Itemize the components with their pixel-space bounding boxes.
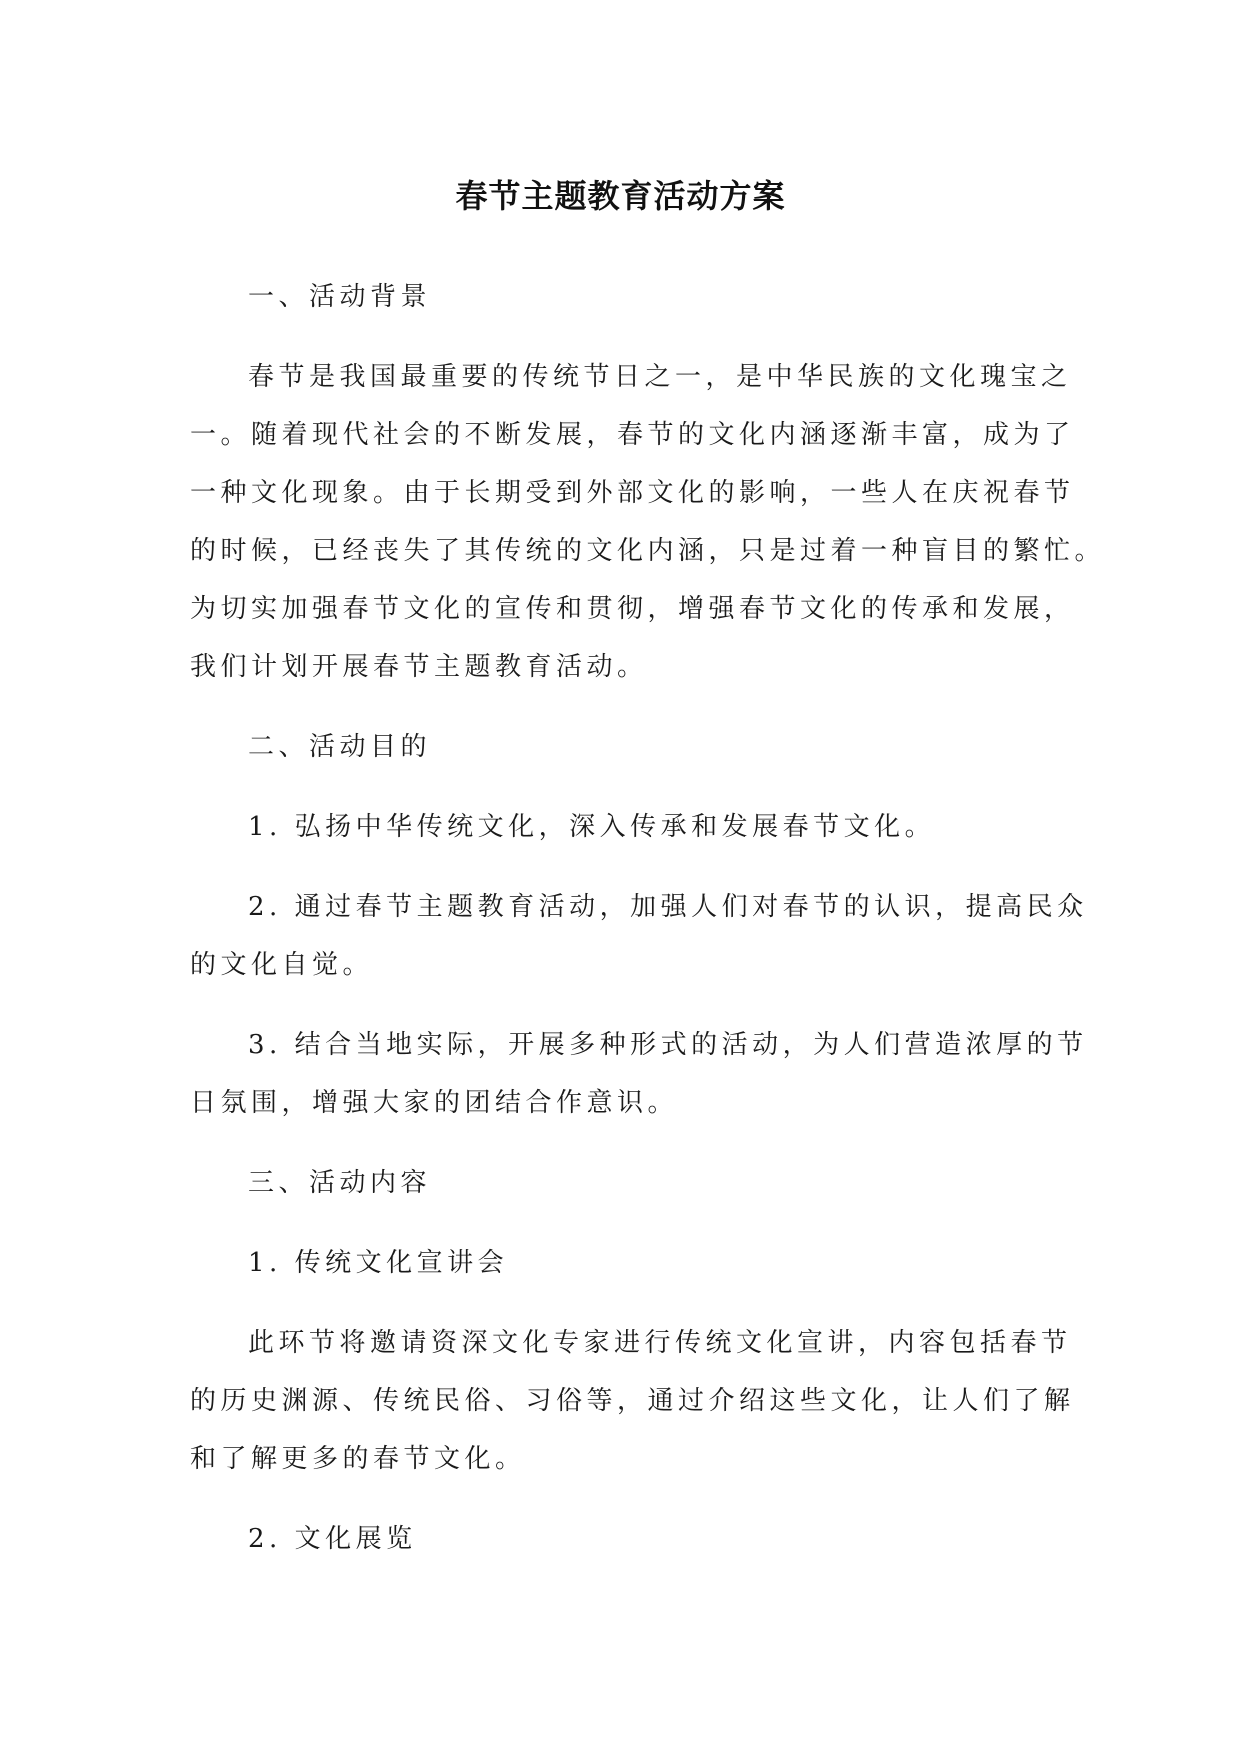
text-line: 一。随着现代社会的不断发展，春节的文化内涵逐渐丰富，成为了: [190, 420, 1075, 450]
text-line: 的历史渊源、传统民俗、习俗等，通过介绍这些文化，让人们了解: [190, 1386, 1075, 1416]
text-line: 二、活动目的: [248, 732, 432, 762]
text-line: 日氛围，增强大家的团结合作意识。: [190, 1088, 679, 1118]
text-line: 一、活动背景: [248, 282, 432, 312]
section-heading-background: [190, 268, 1070, 326]
text-line: 2. 通过春节主题教育活动，加强人们对春节的认识，提高民众: [248, 892, 1088, 922]
paragraph-background: [190, 348, 1106, 696]
text-line: 一种文化现象。由于长期受到外部文化的影响，一些人在庆祝春节: [190, 478, 1075, 508]
text-line: 为切实加强春节文化的宣传和贯彻，增强春节文化的传承和发展，: [190, 594, 1075, 624]
text-line: 此环节将邀请资深文化专家进行传统文化宣讲，内容包括春节: [248, 1328, 1072, 1358]
text-line: 春节是我国最重要的传统节日之一，是中华民族的文化瑰宝之: [248, 362, 1072, 392]
text-line: 的时候，已经丧失了其传统的文化内涵，只是过着一种盲目的繁忙。: [190, 536, 1106, 566]
purpose-item-2: [190, 878, 1088, 994]
section-heading-purpose: [190, 718, 1070, 776]
text-line: 1. 弘扬中华传统文化，深入传承和发展春节文化。: [248, 812, 936, 842]
document-title: 春节主题教育活动方案: [455, 177, 786, 215]
purpose-item-3: [190, 1016, 1088, 1132]
text-line: 2. 文化展览: [248, 1524, 417, 1554]
text-line: 3. 结合当地实际，开展多种形式的活动，为人们营造浓厚的节: [248, 1030, 1088, 1060]
content-item-1-heading: [190, 1234, 1070, 1292]
text-line: 1. 传统文化宣讲会: [248, 1248, 509, 1278]
purpose-item-1: [190, 798, 1070, 856]
text-line: 和了解更多的春节文化。: [190, 1444, 526, 1474]
text-line: 的文化自觉。: [190, 950, 374, 980]
text-line: 三、活动内容: [248, 1168, 432, 1198]
section-heading-content: [190, 1154, 1070, 1212]
document-body: [190, 268, 1106, 1590]
text-line: 我们计划开展春节主题教育活动。: [190, 652, 648, 682]
content-item-1-body: [190, 1314, 1075, 1488]
content-item-2-heading: [190, 1510, 1070, 1568]
